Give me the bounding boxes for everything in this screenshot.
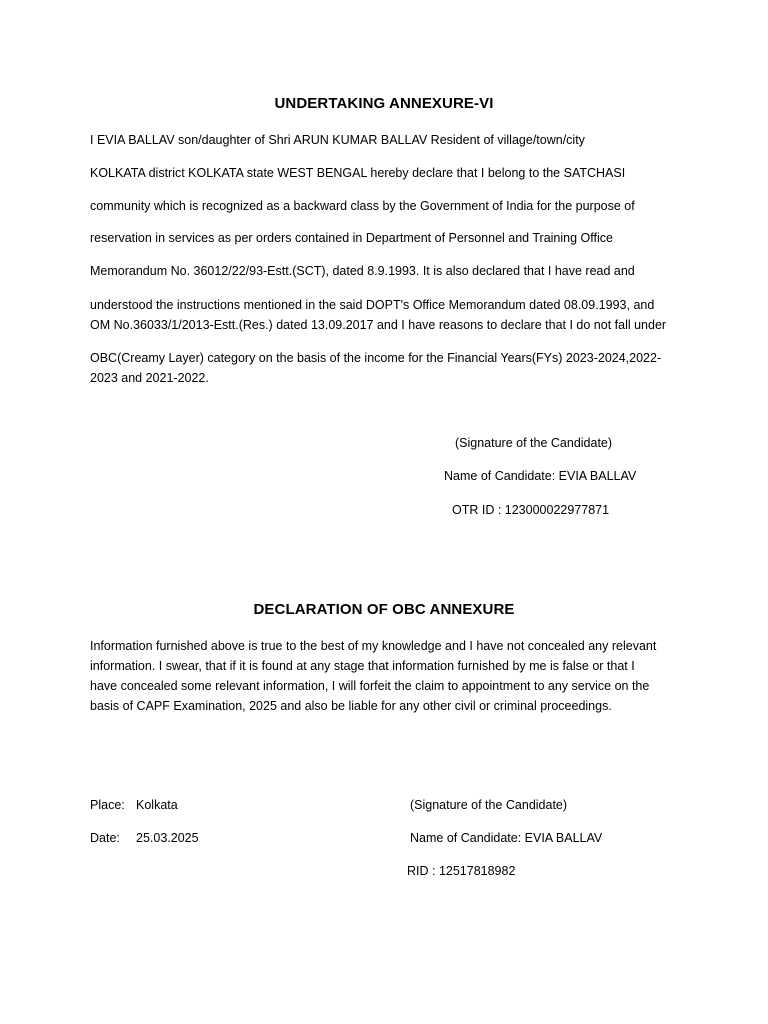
- undertaking-line: OBC(Creamy Layer) category on the basis of the income for the Financial Years(FYs) 2023-2024,2022-: [90, 351, 662, 365]
- declaration-line: Information furnished above is true to the best of my knowledge and I have not concealed any relevant: [90, 639, 657, 653]
- declaration-title: DECLARATION OF OBC ANNEXURE: [253, 601, 515, 618]
- declaration-line: information. I swear, that if it is found at any stage that information furnished by me is false or that I: [90, 659, 635, 673]
- declaration-rid: RID : 12517818982: [407, 864, 516, 878]
- place-value: Kolkata: [136, 798, 178, 812]
- declaration-signature-label: (Signature of the Candidate): [410, 798, 568, 812]
- date-value: 25.03.2025: [136, 831, 199, 845]
- undertaking-title: UNDERTAKING ANNEXURE-VI: [274, 95, 494, 112]
- undertaking-line: 2023 and 2021-2022.: [90, 371, 209, 385]
- undertaking-line: OM No.36033/1/2013-Estt.(Res.) dated 13.09.2017 and I have reasons to declare that I do not fall under: [90, 318, 667, 332]
- undertaking-line: I EVIA BALLAV son/daughter of Shri ARUN KUMAR BALLAV Resident of village/town/city: [90, 133, 585, 147]
- undertaking-line: understood the instructions mentioned in the said DOPT's Office Memorandum dated 08.09.1993, and: [90, 298, 655, 312]
- declaration-candidate-name: Name of Candidate: EVIA BALLAV: [410, 831, 603, 845]
- undertaking-line: KOLKATA district KOLKATA state WEST BENGAL hereby declare that I belong to the SATCHASI: [90, 166, 626, 180]
- place-label: Place:: [90, 798, 125, 812]
- undertaking-line: Memorandum No. 36012/22/93-Estt.(SCT), dated 8.9.1993. It is also declared that I have read and: [90, 264, 635, 278]
- undertaking-line: community which is recognized as a backward class by the Government of India for the purpose of: [90, 199, 635, 213]
- undertaking-signature-label: (Signature of the Candidate): [455, 436, 613, 450]
- undertaking-otr-id: OTR ID : 123000022977871: [452, 503, 610, 517]
- date-label: Date:: [90, 831, 120, 845]
- undertaking-line: reservation in services as per orders contained in Department of Personnel and Training Office: [90, 231, 613, 245]
- declaration-line: have concealed some relevant information, I will forfeit the claim to appointment to any service on the: [90, 679, 650, 693]
- undertaking-candidate-name: Name of Candidate: EVIA BALLAV: [444, 469, 637, 483]
- declaration-line: basis of CAPF Examination, 2025 and also be liable for any other civil or criminal proceedings.: [90, 699, 612, 713]
